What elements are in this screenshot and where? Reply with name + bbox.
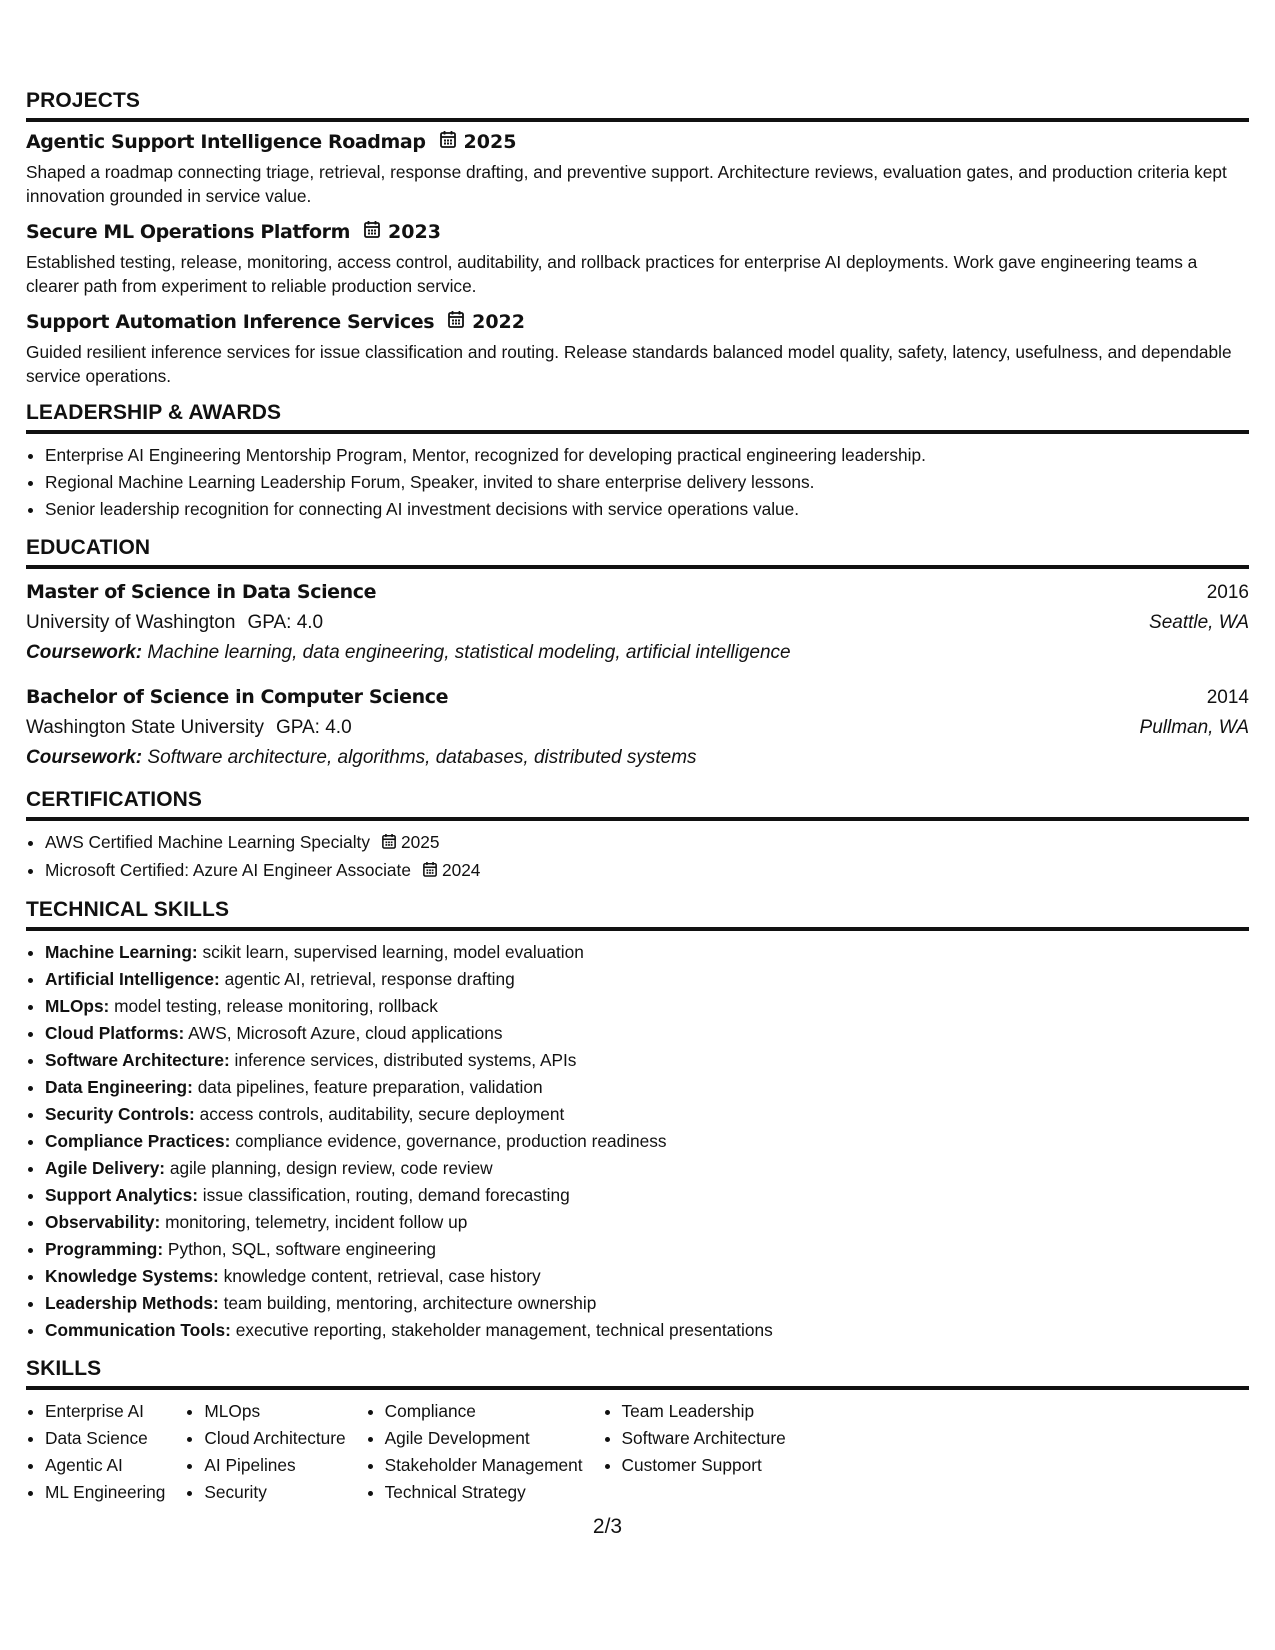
skill-category: Programming: <box>45 1238 164 1259</box>
skill-values: model testing, release monitoring, rollback <box>114 995 438 1016</box>
leadership-list <box>26 442 1249 523</box>
list-item: • Agile Development <box>385 1425 583 1452</box>
skill-category: Support Analytics: <box>45 1184 198 1205</box>
project-item <box>26 220 1249 298</box>
skill-values: team building, mentoring, architecture ownership <box>223 1292 597 1313</box>
list-item <box>45 1020 1249 1047</box>
project-year: 2023 <box>388 221 441 243</box>
list-item: • Customer Support <box>622 1452 786 1479</box>
skill-values: monitoring, telemetry, incident follow up <box>165 1211 468 1232</box>
list-item: • Technical Strategy <box>385 1479 583 1506</box>
skill-values: issue classification, routing, demand forecasting <box>202 1184 570 1205</box>
list-item: • Cloud Architecture <box>204 1425 345 1452</box>
skills-column <box>366 1398 583 1506</box>
skill-category: Knowledge Systems: <box>45 1265 219 1286</box>
coursework-label: Coursework: <box>26 642 143 663</box>
list-item <box>45 993 1249 1020</box>
calendar-icon <box>423 858 437 885</box>
list-item <box>45 939 1249 966</box>
technical-skills-list <box>26 939 1249 1344</box>
skill-values: agile planning, design review, code review <box>169 1157 493 1178</box>
school-name: University of Washington <box>26 612 236 633</box>
section-title-education: EDUCATION <box>26 535 1249 569</box>
project-description: Guided resilient inference services for issue classification and routing. Release standards balanced model quality, safety, latency, usefulness, and dependable service operations. <box>26 342 1232 386</box>
certifications-section <box>26 787 1249 885</box>
location: Pullman, WA <box>1139 717 1249 738</box>
project-description: Shaped a roadmap connecting triage, retrieval, response drafting, and preventive support. Architecture reviews, evaluation gates, and production criteria kept innovation grounded in service value. <box>26 162 1227 206</box>
project-description: Established testing, release, monitoring, access control, auditability, and rollback practices for enterprise AI deployments. Work gave engineering teams a clearer path from experiment to reliable production service. <box>26 252 1198 296</box>
graduation-year: 2014 <box>1206 687 1249 708</box>
project-item <box>26 130 1249 208</box>
list-item <box>45 857 1249 885</box>
list-item <box>45 1290 1249 1317</box>
skill-category: Cloud Platforms: <box>45 1022 185 1043</box>
list-item: • Regional Machine Learning Leadership Forum, Speaker, invited to share enterprise delivery lessons. <box>45 469 1249 496</box>
list-item: • Enterprise AI Engineering Mentorship Program, Mentor, recognized for developing practical engineering leadership. <box>45 442 1249 469</box>
project-name: Secure ML Operations Platform <box>26 221 351 243</box>
coursework: Software architecture, algorithms, databases, distributed systems <box>147 747 697 768</box>
list-item <box>45 1101 1249 1128</box>
skill-category: Software Architecture: <box>45 1049 230 1070</box>
list-item: • Enterprise AI <box>45 1398 165 1425</box>
skill-values: inference services, distributed systems, APIs <box>234 1049 577 1070</box>
certification-name: AWS Certified Machine Learning Specialty <box>45 832 370 852</box>
degree: Bachelor of Science in Computer Science <box>26 686 449 708</box>
list-item: • Security <box>204 1479 345 1506</box>
project-name: Agentic Support Intelligence Roadmap <box>26 131 426 153</box>
skill-values: access controls, auditability, secure deployment <box>199 1103 565 1124</box>
list-item: • Software Architecture <box>622 1425 786 1452</box>
education-item <box>26 682 1249 773</box>
gpa: GPA: 4.0 <box>247 612 324 633</box>
skill-category: Observability: <box>45 1211 161 1232</box>
list-item: • Agentic AI <box>45 1452 165 1479</box>
list-item <box>45 829 1249 857</box>
skill-values: executive reporting, stakeholder management, technical presentations <box>235 1319 773 1340</box>
location: Seattle, WA <box>1149 612 1249 633</box>
section-title-projects: PROJECTS <box>26 88 1249 122</box>
list-item <box>45 1209 1249 1236</box>
skills-column <box>603 1398 786 1506</box>
projects-section <box>26 88 1249 388</box>
certification-year: 2025 <box>400 832 440 852</box>
list-item <box>45 1155 1249 1182</box>
list-item <box>45 1047 1249 1074</box>
leadership-section <box>26 400 1249 523</box>
project-item <box>26 310 1249 388</box>
coursework: Machine learning, data engineering, statistical modeling, artificial intelligence <box>147 642 791 663</box>
degree: Master of Science in Data Science <box>26 581 377 603</box>
project-name: Support Automation Inference Services <box>26 311 435 333</box>
skill-category: Security Controls: <box>45 1103 195 1124</box>
skills-column <box>185 1398 345 1506</box>
list-item <box>45 1128 1249 1155</box>
skill-category: Leadership Methods: <box>45 1292 219 1313</box>
skill-category: Compliance Practices: <box>45 1130 231 1151</box>
page-number: 2/3 <box>592 1515 623 1538</box>
section-title-skills: SKILLS <box>26 1356 1249 1390</box>
education-item <box>26 577 1249 668</box>
list-item <box>45 1182 1249 1209</box>
skill-values: knowledge content, retrieval, case history <box>223 1265 541 1286</box>
list-item <box>45 1317 1249 1344</box>
skills-section <box>26 1356 1249 1506</box>
skill-values: scikit learn, supervised learning, model evaluation <box>202 941 584 962</box>
skill-values: AWS, Microsoft Azure, cloud applications <box>188 1022 503 1043</box>
skill-values: data pipelines, feature preparation, validation <box>197 1076 543 1097</box>
calendar-icon <box>364 220 380 244</box>
list-item: • Team Leadership <box>622 1398 786 1425</box>
list-item: • MLOps <box>204 1398 345 1425</box>
skill-category: MLOps: <box>45 995 110 1016</box>
list-item: • Compliance <box>385 1398 583 1425</box>
skill-category: Data Engineering: <box>45 1076 193 1097</box>
list-item <box>45 1263 1249 1290</box>
coursework-label: Coursework: <box>26 747 143 768</box>
skills-grid <box>26 1398 1249 1506</box>
list-item: • Senior leadership recognition for connecting AI investment decisions with service operations value. <box>45 496 1249 523</box>
school-name: Washington State University <box>26 717 264 738</box>
calendar-icon <box>382 830 396 857</box>
skill-category: Agile Delivery: <box>45 1157 166 1178</box>
list-item: • AI Pipelines <box>204 1452 345 1479</box>
list-item: • Data Science <box>45 1425 165 1452</box>
project-year: 2025 <box>463 131 517 153</box>
list-item <box>45 1074 1249 1101</box>
list-item: • Stakeholder Management <box>385 1452 583 1479</box>
project-year: 2022 <box>472 311 525 333</box>
section-title-certifications: CERTIFICATIONS <box>26 787 1249 821</box>
skill-category: Communication Tools: <box>45 1319 231 1340</box>
graduation-year: 2016 <box>1206 582 1249 603</box>
skill-values: Python, SQL, software engineering <box>167 1238 436 1259</box>
section-title-leadership: LEADERSHIP & AWARDS <box>26 400 1249 434</box>
calendar-icon <box>440 130 456 154</box>
skill-category: Machine Learning: <box>45 941 198 962</box>
certifications-list <box>26 829 1249 885</box>
education-section <box>26 535 1249 773</box>
list-item <box>45 966 1249 993</box>
skill-values: compliance evidence, governance, production readiness <box>235 1130 667 1151</box>
list-item <box>45 1236 1249 1263</box>
calendar-icon <box>448 310 464 334</box>
list-item: • ML Engineering <box>45 1479 165 1506</box>
section-title-technical-skills: TECHNICAL SKILLS <box>26 897 1249 931</box>
skill-values: agentic AI, retrieval, response drafting <box>224 968 515 989</box>
certification-name: Microsoft Certified: Azure AI Engineer Associate <box>45 859 411 880</box>
skills-column <box>26 1398 165 1506</box>
certification-year: 2024 <box>441 859 481 880</box>
technical-skills-section <box>26 897 1249 1344</box>
skill-category: Artificial Intelligence: <box>45 968 220 989</box>
gpa: GPA: 4.0 <box>275 717 352 738</box>
resume-page <box>26 88 1249 1506</box>
